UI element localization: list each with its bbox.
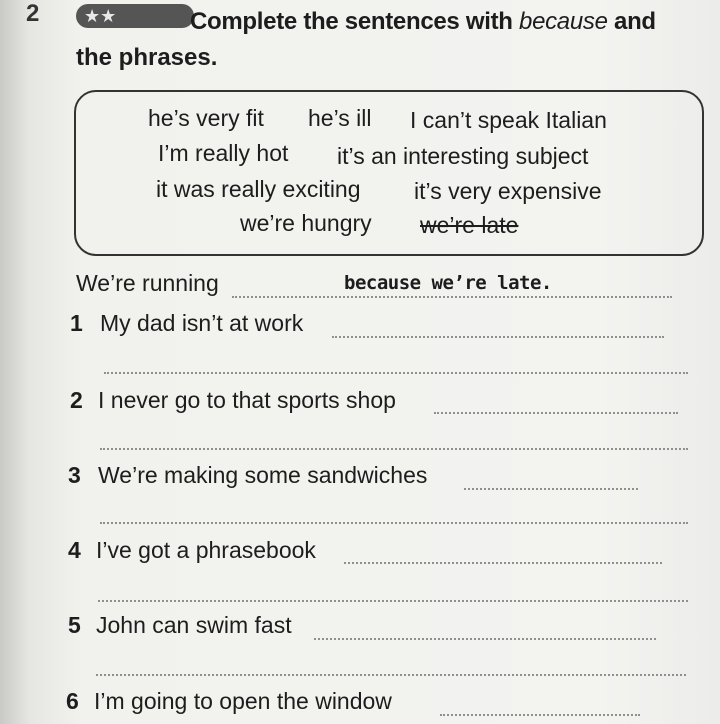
answer-line[interactable]: [98, 600, 688, 602]
phrase: I’m really hot: [158, 140, 289, 166]
phrase: we’re hungry: [240, 210, 372, 236]
item-number: 6: [66, 688, 79, 714]
answer-line[interactable]: [314, 638, 656, 640]
instruction-line-1: Complete the sentences with because and: [190, 8, 656, 35]
item-number: 1: [70, 310, 83, 336]
item-prompt: We’re making some sandwiches: [98, 462, 428, 488]
item-number: 3: [68, 462, 81, 488]
item-number: 2: [70, 387, 83, 413]
answer-line[interactable]: [440, 714, 640, 716]
phrase: I can’t speak Italian: [410, 107, 607, 133]
answer-line[interactable]: [464, 488, 638, 490]
item-prompt: John can swim fast: [96, 612, 292, 638]
item-prompt: I’m going to open the window: [94, 688, 392, 714]
phrase: it was really exciting: [156, 176, 361, 202]
example-answer-line: [232, 296, 672, 298]
answer-line[interactable]: [100, 448, 688, 450]
item-number: 4: [68, 537, 81, 563]
phrase: it’s an interesting subject: [337, 143, 589, 169]
phrase: he’s ill: [308, 105, 372, 131]
answer-line[interactable]: [434, 412, 678, 414]
answer-line[interactable]: [96, 674, 686, 676]
example-sentence: We’re running: [76, 270, 219, 296]
answer-line[interactable]: [332, 336, 664, 338]
answer-line[interactable]: [104, 372, 688, 374]
item-number: 5: [68, 612, 81, 638]
answer-line[interactable]: [344, 562, 662, 564]
instruction-keyword: because: [519, 8, 608, 35]
difficulty-stars-icon: ★★: [76, 4, 194, 28]
phrase: he’s very fit: [148, 105, 264, 131]
phrase: it’s very expensive: [414, 178, 602, 204]
example-answer: because we’re late.: [344, 272, 552, 294]
phrase-used-example: we’re late: [420, 212, 519, 238]
answer-line[interactable]: [100, 522, 688, 524]
item-prompt: My dad isn’t at work: [100, 310, 304, 336]
instruction-line-2: the phrases.: [76, 44, 218, 71]
item-prompt: I never go to that sports shop: [98, 387, 396, 413]
item-prompt: I’ve got a phrasebook: [96, 537, 316, 563]
exercise-number: 2: [26, 0, 40, 27]
